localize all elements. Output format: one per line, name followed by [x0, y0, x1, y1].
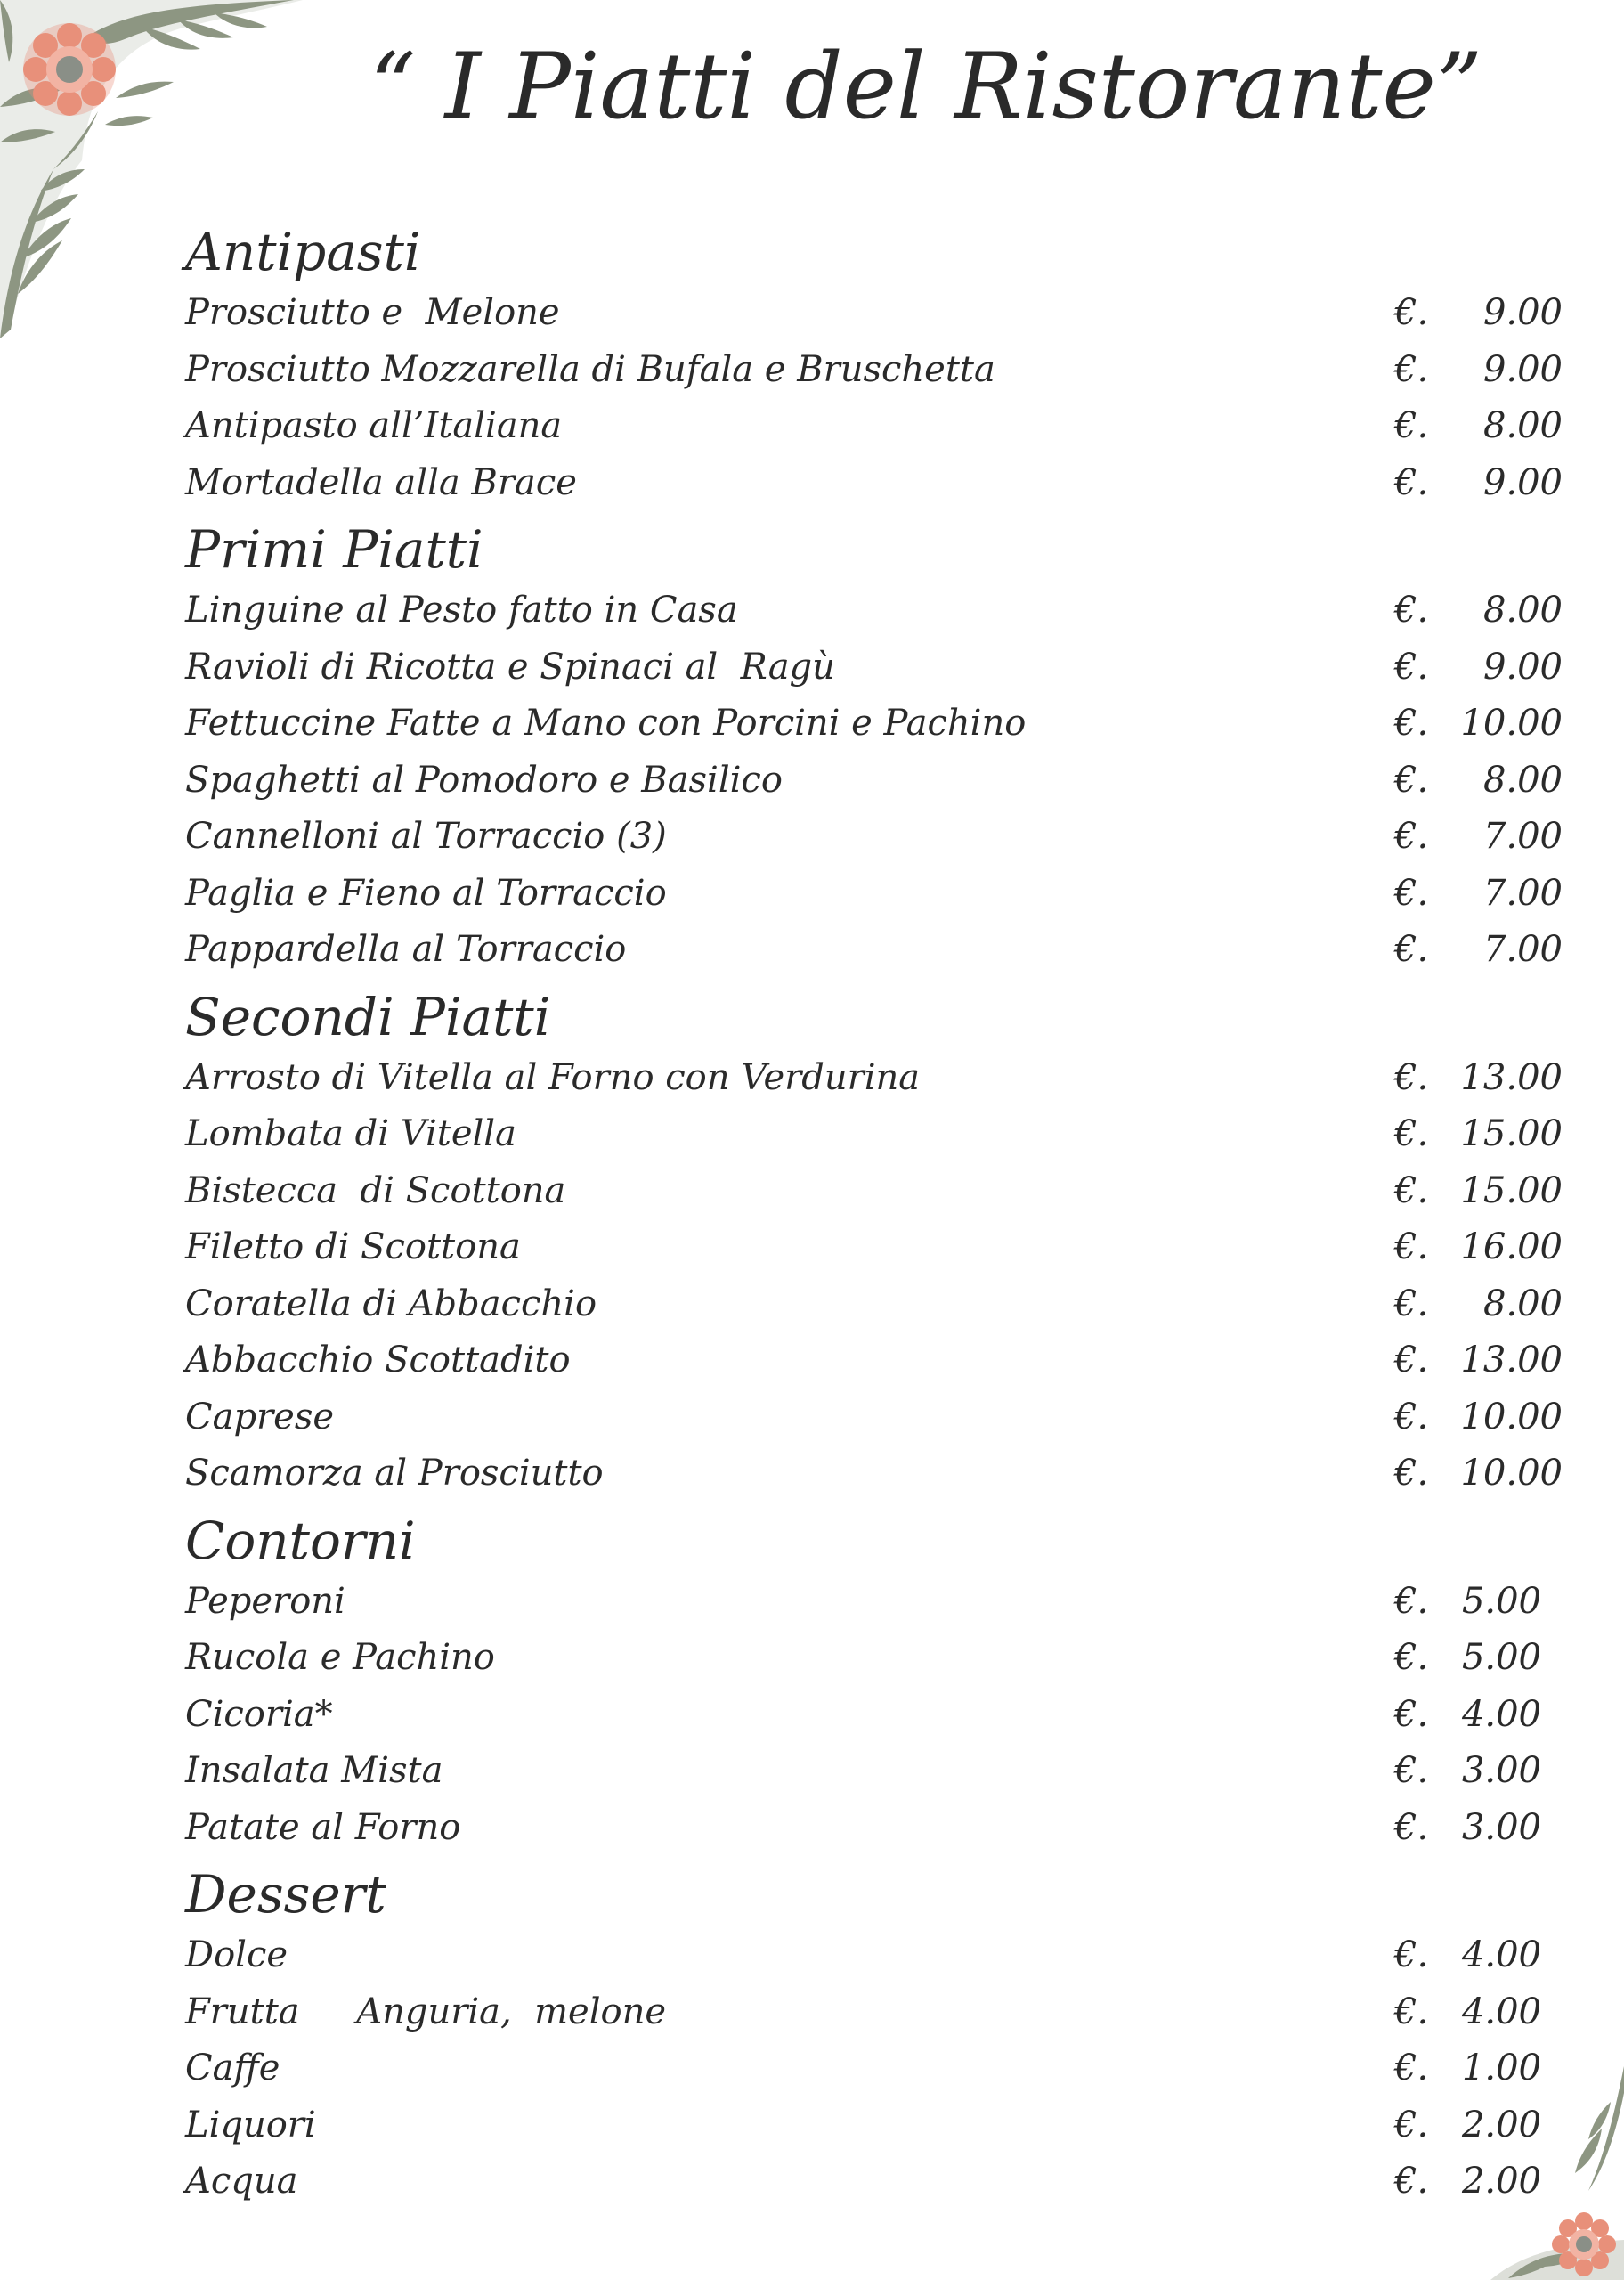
currency-symbol: €. — [1394, 1340, 1429, 1380]
menu-item — [185, 866, 1592, 923]
menu-item — [185, 398, 1592, 455]
menu-item — [185, 1050, 1592, 1107]
menu-item-price: 8.00 — [1482, 405, 1563, 446]
menu-item-name: Rucola e Pachino — [185, 1637, 495, 1678]
menu-item — [185, 639, 1592, 696]
menu-item-price: 5.00 — [1461, 1580, 1541, 1622]
currency-symbol: €. — [1394, 1637, 1429, 1678]
menu-item-price: 10.00 — [1460, 1396, 1563, 1437]
menu-item-price: 16.00 — [1460, 1226, 1563, 1267]
section-title: Secondi Piatti — [185, 986, 551, 1047]
menu-item-price: 13.00 — [1460, 1340, 1563, 1380]
currency-symbol: €. — [1394, 1453, 1429, 1494]
menu-item-name: Filetto di Scottona — [185, 1226, 521, 1267]
currency-symbol: €. — [1394, 348, 1429, 390]
menu-item-price: 15.00 — [1460, 1169, 1563, 1211]
menu-item-name: Mortadella alla Brace — [185, 461, 577, 503]
menu-item-name: Patate al Forno — [185, 1806, 461, 1848]
menu-item — [185, 1332, 1592, 1389]
menu-item — [185, 455, 1592, 512]
menu-item — [185, 809, 1592, 866]
menu-item-name: Paglia e Fieno al Torraccio — [185, 872, 667, 914]
menu-item-price: 10.00 — [1460, 703, 1563, 744]
menu-item — [185, 1219, 1592, 1276]
menu-item-name: Dolce — [185, 1934, 288, 1975]
menu-item-price: 9.00 — [1482, 292, 1563, 333]
menu-section — [185, 1502, 1592, 1857]
currency-symbol: €. — [1394, 461, 1429, 503]
menu-item-price: 4.00 — [1461, 1693, 1541, 1735]
menu-item — [185, 2040, 1592, 2097]
currency-symbol: €. — [1394, 1580, 1429, 1622]
menu-item — [185, 1106, 1592, 1163]
menu-item-name: Scamorza al Prosciutto — [185, 1453, 604, 1494]
currency-symbol: €. — [1394, 1693, 1429, 1735]
currency-symbol: €. — [1394, 590, 1429, 631]
menu-item — [185, 1276, 1592, 1333]
menu-item-price: 3.00 — [1461, 1750, 1541, 1791]
currency-symbol: €. — [1394, 816, 1429, 857]
currency-symbol: €. — [1394, 2104, 1429, 2146]
menu-item-name: Bistecca di Scottona — [185, 1169, 566, 1211]
currency-symbol: €. — [1394, 1226, 1429, 1267]
menu-item-name: Acqua — [185, 2161, 298, 2202]
menu-item — [185, 1927, 1592, 1984]
menu-item-price: 2.00 — [1461, 2161, 1541, 2202]
menu-item — [185, 1800, 1592, 1857]
menu-item-price: 4.00 — [1461, 1991, 1541, 2032]
menu-item-name: Antipasto all’Italiana — [185, 405, 563, 446]
menu-item-name: Caffe — [185, 2048, 280, 2089]
menu-item — [185, 1687, 1592, 1744]
menu-item — [185, 1389, 1592, 1446]
menu-item — [185, 2097, 1592, 2154]
page-title: “ I Piatti del Ristorante” — [369, 34, 1482, 140]
currency-symbol: €. — [1394, 872, 1429, 914]
currency-symbol: €. — [1394, 2048, 1429, 2089]
menu-item-name: Cannelloni al Torraccio (3) — [185, 816, 667, 857]
menu-item-price: 7.00 — [1482, 816, 1563, 857]
currency-symbol: €. — [1394, 2161, 1429, 2202]
menu — [185, 214, 1592, 2211]
menu-section — [185, 979, 1592, 1502]
menu-item-name: Ravioli di Ricotta e Spinaci al Ragù — [185, 646, 835, 688]
menu-item-name: Linguine al Pesto fatto in Casa — [185, 590, 738, 631]
menu-item — [185, 753, 1592, 810]
menu-item — [185, 285, 1592, 342]
menu-item-name: Spaghetti al Pomodoro e Basilico — [185, 759, 783, 801]
menu-item-price: 5.00 — [1461, 1637, 1541, 1678]
menu-item-name: Fettuccine Fatte a Mano con Porcini e Pachino — [185, 703, 1027, 744]
currency-symbol: €. — [1394, 646, 1429, 688]
currency-symbol: €. — [1394, 1396, 1429, 1437]
menu-item-price: 7.00 — [1482, 872, 1563, 914]
menu-item-name: Liquori — [185, 2104, 316, 2146]
currency-symbol: €. — [1394, 292, 1429, 333]
menu-item-name: Coratella di Abbacchio — [185, 1282, 597, 1324]
currency-symbol: €. — [1394, 405, 1429, 446]
currency-symbol: €. — [1394, 759, 1429, 801]
currency-symbol: €. — [1394, 1282, 1429, 1324]
menu-item-price: 8.00 — [1482, 590, 1563, 631]
menu-item — [185, 2154, 1592, 2211]
currency-symbol: €. — [1394, 1750, 1429, 1791]
menu-item-price: 8.00 — [1482, 759, 1563, 801]
menu-item-price: 3.00 — [1461, 1806, 1541, 1848]
menu-item — [185, 1163, 1592, 1220]
menu-item-price: 13.00 — [1460, 1056, 1563, 1098]
menu-item-name: Frutta Anguria, melone — [185, 1991, 667, 2032]
menu-item-price: 15.00 — [1460, 1113, 1563, 1154]
menu-item-name: Insalata Mista — [185, 1750, 443, 1791]
section-title: Primi Piatti — [185, 519, 483, 580]
menu-item-price: 1.00 — [1461, 2048, 1541, 2089]
section-title: Antipasti — [185, 222, 421, 282]
section-title: Contorni — [185, 1510, 416, 1571]
menu-item-price: 9.00 — [1482, 348, 1563, 390]
currency-symbol: €. — [1394, 1056, 1429, 1098]
menu-section — [185, 1856, 1592, 2211]
menu-item-price: 10.00 — [1460, 1453, 1563, 1494]
menu-item-name: Pappardella al Torraccio — [185, 929, 627, 970]
menu-item-price: 8.00 — [1482, 1282, 1563, 1324]
menu-item — [185, 696, 1592, 753]
menu-item — [185, 1574, 1592, 1631]
menu-item-name: Arrosto di Vitella al Forno con Verdurina — [185, 1056, 921, 1098]
menu-item-price: 7.00 — [1482, 929, 1563, 970]
menu-item-price: 9.00 — [1482, 461, 1563, 503]
menu-item — [185, 922, 1592, 979]
currency-symbol: €. — [1394, 1991, 1429, 2032]
currency-symbol: €. — [1394, 703, 1429, 744]
menu-item-price: 4.00 — [1461, 1934, 1541, 1975]
currency-symbol: €. — [1394, 929, 1429, 970]
menu-item-name: Lombata di Vitella — [185, 1113, 516, 1154]
currency-symbol: €. — [1394, 1113, 1429, 1154]
menu-item-name: Caprese — [185, 1396, 335, 1437]
menu-item — [185, 1630, 1592, 1687]
menu-item — [185, 1743, 1592, 1800]
menu-section — [185, 511, 1592, 979]
section-title: Dessert — [185, 1864, 386, 1925]
menu-item — [185, 1445, 1592, 1502]
menu-item — [185, 582, 1592, 639]
menu-item-name: Cicoria* — [185, 1693, 333, 1735]
currency-symbol: €. — [1394, 1934, 1429, 1975]
menu-item — [185, 1984, 1592, 2041]
menu-item-price: 9.00 — [1482, 646, 1563, 688]
currency-symbol: €. — [1394, 1806, 1429, 1848]
menu-section — [185, 214, 1592, 511]
menu-item — [185, 342, 1592, 399]
menu-item-name: Prosciutto Mozzarella di Bufala e Bruschetta — [185, 348, 995, 390]
menu-item-name: Prosciutto e Melone — [185, 292, 560, 333]
menu-item-price: 2.00 — [1461, 2104, 1541, 2146]
menu-item-name: Abbacchio Scottadito — [185, 1340, 571, 1380]
menu-item-name: Peperoni — [185, 1580, 345, 1622]
currency-symbol: €. — [1394, 1169, 1429, 1211]
